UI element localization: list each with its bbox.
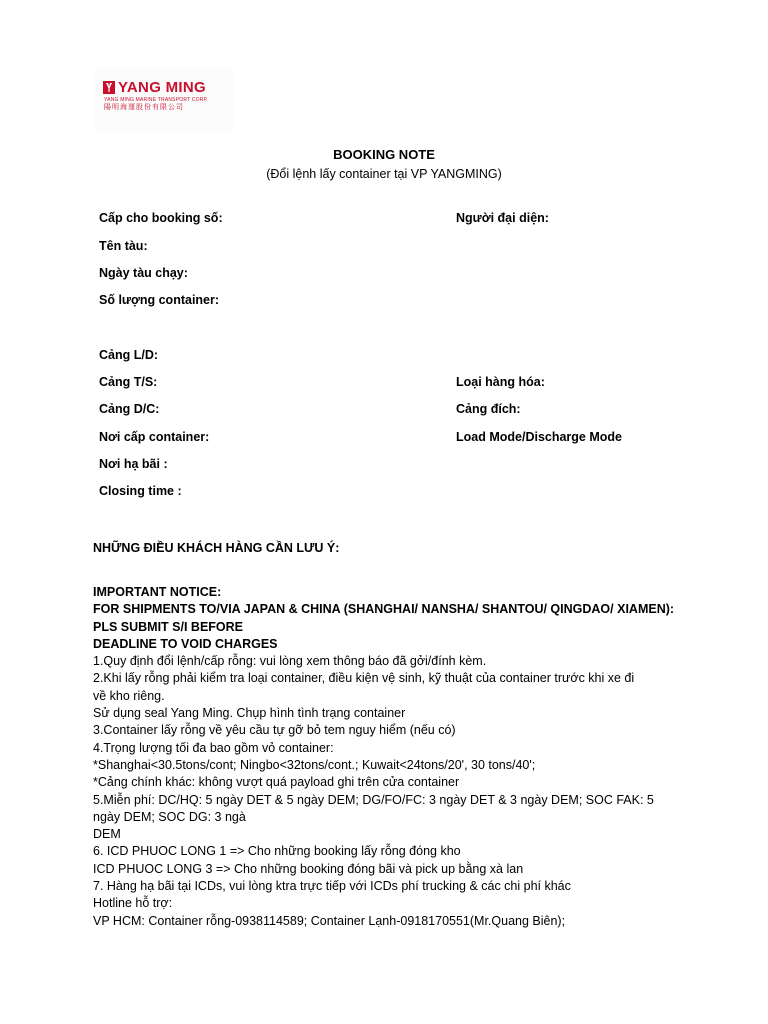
port-ld-label: Cảng L/D: (99, 348, 159, 362)
customer-notes-heading: NHỮNG ĐIỀU KHÁCH HÀNG CẦN LƯU Ý: (93, 541, 340, 555)
company-logo (95, 68, 233, 132)
yang-ming-logo-icon (103, 81, 115, 94)
container-issue-place-label: Nơi cấp container: (99, 430, 210, 444)
drop-place-label: Nơi hạ bãi : (99, 457, 168, 471)
notice-line: IMPORTANT NOTICE: (93, 585, 222, 599)
vessel-name-label: Tên tàu: (99, 239, 148, 253)
document-subtitle: (Đổi lệnh lấy container tại VP YANGMING) (266, 167, 502, 181)
notice-line: PLS SUBMIT S/I BEFORE (93, 619, 244, 634)
container-quantity-label: Số lượng container: (99, 293, 220, 307)
notice-line: Hotline hỗ trợ: (93, 896, 173, 911)
notice-line: FOR SHIPMENTS TO/VIA JAPAN & CHINA (SHANGHAI/ NANSHA/ SHANTOU/ QINGDAO/ XIAMEN): (93, 602, 675, 617)
notice-line: 4.Trọng lượng tối đa bao gồm vỏ container: (93, 740, 334, 755)
notice-line: VP HCM: Container rỗng-0938114589; Container Lạnh-0918170551(Mr.Quang Biên); (93, 913, 566, 928)
notice-line: 7. Hàng hạ bãi tại ICDs, vui lòng ktra trực tiếp với ICDs phí trucking & các chi phí khác (93, 879, 571, 894)
notice-line: 3.Container lấy rỗng về yêu cầu tự gỡ bỏ tem nguy hiểm (nếu có) (93, 723, 456, 738)
cargo-type-label: Loại hàng hóa: (456, 375, 545, 389)
notice-line: *Shanghai<30.5tons/cont; Ningbo<32tons/cont.; Kuwait<24tons/20', 30 tons/40'; (93, 757, 536, 772)
notice-line: 5.Miễn phí: DC/HQ: 5 ngày DET & 5 ngày DEM; DG/FO/FC: 3 ngày DET & 3 ngày DEM; SOC FAK: 5 (93, 792, 654, 807)
sailing-date-label: Ngày tàu chạy: (99, 266, 188, 280)
load-discharge-mode-label: Load Mode/Discharge Mode (456, 430, 622, 444)
notice-line: 2.Khi lấy rỗng phải kiểm tra loại container, điều kiện vệ sinh, kỹ thuật của container trước khi xe đi (93, 671, 635, 686)
notice-line: DEADLINE TO VOID CHARGES (93, 636, 278, 651)
notice-line: DEM (93, 827, 121, 842)
port-dc-label: Cảng D/C: (99, 402, 160, 416)
notice-line: Sử dụng seal Yang Ming. Chụp hình tình trạng container (93, 706, 406, 721)
notice-line: 1.Quy định đổi lệnh/cấp rỗng: vui lòng xem thông báo đã gởi/đính kèm. (93, 654, 487, 669)
logo-chinese-name: 陽明海運股份有限公司 (104, 104, 184, 111)
booking-number-label: Cấp cho booking số: (99, 211, 223, 225)
document-title: BOOKING NOTE (333, 147, 435, 162)
notice-line: 6. ICD PHUOC LONG 1 => Cho những booking lấy rỗng đóng kho (93, 844, 461, 859)
notice-line: ICD PHUOC LONG 3 => Cho những booking đóng bãi và pick up bằng xà lan (93, 861, 524, 876)
port-ts-label: Cảng T/S: (99, 375, 158, 389)
closing-time-label: Closing time : (99, 484, 182, 498)
destination-port-label: Cảng đích: (456, 402, 521, 416)
notice-line: ngày DEM; SOC DG: 3 ngà (93, 809, 246, 824)
representative-label: Người đại diện: (456, 211, 549, 225)
notice-line: *Cảng chính khác: không vượt quá payload ghi trên cửa container (93, 775, 460, 790)
notice-line: về kho riêng. (93, 688, 165, 703)
logo-wordmark: YANG MING (118, 79, 206, 96)
logo-subtitle: YANG MING MARINE TRANSPORT CORP. (104, 97, 209, 103)
notice-body (93, 584, 683, 930)
